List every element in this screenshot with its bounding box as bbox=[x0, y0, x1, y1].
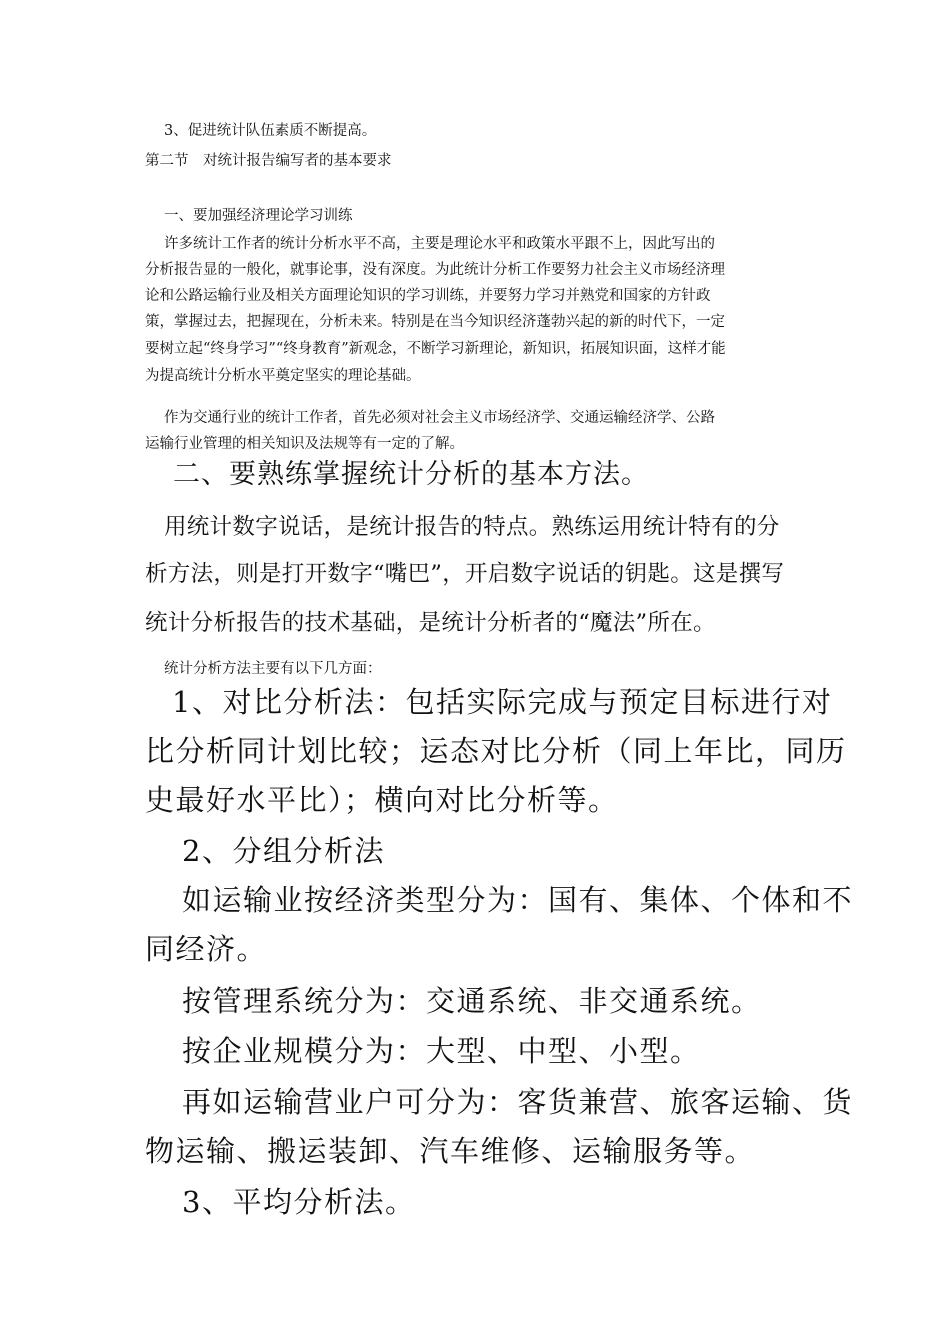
method-1-line: 史最好水平比）；横向对比分析等。 bbox=[145, 783, 619, 817]
paragraph-line: 运输行业管理的相关知识及法规等有一定的了解。 bbox=[145, 436, 464, 452]
paragraph-line: 如运输业按经济类型分为：国有、集体、个体和不 bbox=[182, 883, 854, 917]
method-1-line: 1、对比分析法：包括实际完成与预定目标进行对 bbox=[172, 685, 833, 719]
paragraph-line: 为提高统计分析水平奠定坚实的理论基础。 bbox=[145, 368, 421, 384]
paragraph-line: 论和公路运输行业及相关方面理论知识的学习训练，并要努力学习并熟党和国家的方针政 bbox=[145, 288, 711, 304]
paragraph-line: 许多统计工作者的统计分析水平不高，主要是理论水平和政策水平跟不上，因此写出的 bbox=[164, 236, 715, 252]
paragraph-line: 物运输、搬运装卸、汽车维修、运输服务等。 bbox=[145, 1134, 756, 1168]
method-2-heading: 2、分组分析法 bbox=[182, 834, 385, 868]
paragraph-line: 分析报告显的一般化，就事论事，没有深度。为此统计分析工作要努力社会主义市场经济理 bbox=[145, 262, 725, 278]
paragraph-line: 策，掌握过去，把握现在，分析未来。特别是在当今知识经济蓬勃兴起的新的时代下，一定 bbox=[145, 314, 725, 330]
paragraph-line: 按企业规模分为：大型、中型、小型。 bbox=[182, 1034, 701, 1068]
paragraph-line: 同经济。 bbox=[145, 932, 268, 966]
paragraph-line: 按管理系统分为：交通系统、非交通系统。 bbox=[182, 984, 762, 1018]
subheading-2: 二、要熟练掌握统计分析的基本方法。 bbox=[173, 459, 649, 490]
paragraph-line: 统计分析报告的技术基础，是统计分析者的“魔法”所在。 bbox=[145, 610, 716, 636]
method-3-heading: 3、平均分析法。 bbox=[182, 1185, 416, 1219]
section-heading: 第二节 对统计报告编写者的基本要求 bbox=[145, 153, 392, 169]
paragraph-line: 析方法，则是打开数字“嘴巴”，开启数字说话的钥匙。这是撰写 bbox=[145, 561, 785, 587]
paragraph-line: 用统计数字说话，是统计报告的特点。熟练运用统计特有的分 bbox=[164, 514, 780, 540]
paragraph-line: 再如运输营业户可分为：客货兼营、旅客运输、货 bbox=[182, 1085, 854, 1119]
list-item-3: 3、促进统计队伍素质不断提高。 bbox=[164, 123, 377, 139]
paragraph-line: 要树立起“终身学习”“终身教育”新观念，不断学习新理论，新知识，拓展知识面，这样才能 bbox=[145, 341, 726, 357]
paragraph-line: 作为交通行业的统计工作者，首先必须对社会主义市场经济学、交通运输经济学、公路 bbox=[164, 410, 715, 426]
subheading-1: 一、要加强经济理论学习训练 bbox=[164, 208, 353, 224]
paragraph-line: 统计分析方法主要有以下几方面： bbox=[164, 661, 382, 677]
method-1-line: 比分析同计划比较；运态对比分析（同上年比，同历 bbox=[145, 734, 847, 768]
